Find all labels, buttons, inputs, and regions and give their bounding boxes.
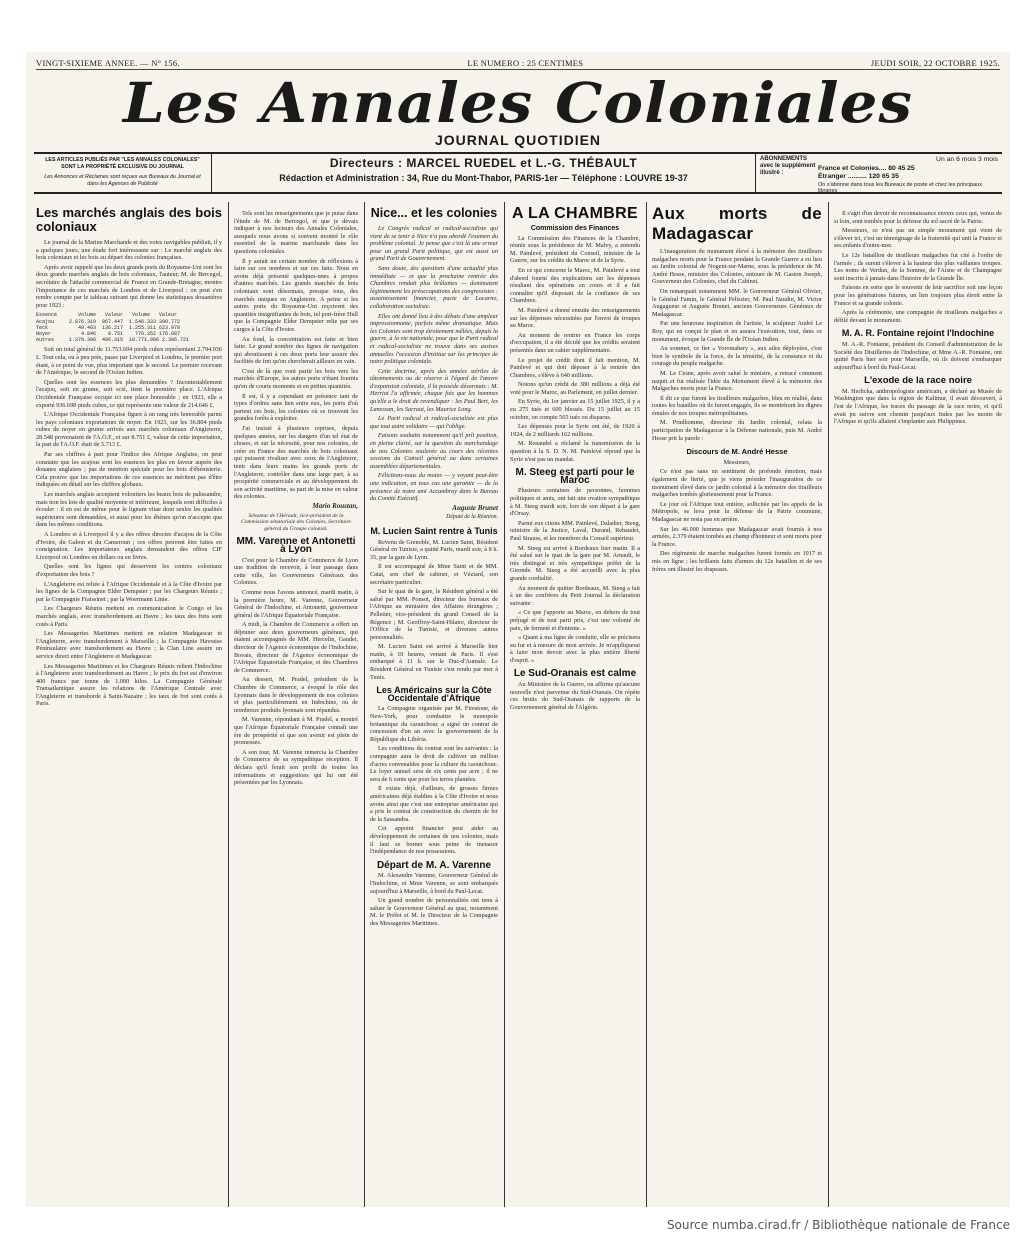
- paragraph: Notons qu'un crédit de 380 millions a déjà été voté pour le Maroc, au Parlement, en juillet dernier.: [510, 381, 640, 396]
- statistics-table: Essence Volume Valeur Volume Valeur Acajou 2.876.319 967.447 1.546.333 390.772 Teck 49.403 136.217 1.255.311 623.970 Noyer 4.846 8.751 776.352 176.687 Autres 1.379.306 496.315 10.771.906 2.386.721: [36, 312, 190, 344]
- paragraph: Au moment de rentrer en France les corps d'occupation, il a été décidé que les crédits seraient présentés dans un cahier supplémentaire.: [510, 331, 640, 354]
- paragraph: Félicitons-nous du moins — y voyant peut-être une indication, en tous cas une garantie — de la présence de notre ami Accambray dans le Bureau du Comité Exécutif.: [370, 472, 498, 503]
- paragraph: Les Messageries Maritimes et les Chargeurs Réunis relient l'Indochine à l'Angleterre avec transbordement au Havre ; le prix du fret est d'environ 400 francs par tonne de 1.000 kilos. La Compagnie Générale Transatlantique assure les relations de l'Amérique Centrale avec l'Angleterre et transborde à Saint-Nazaire ; les taux de fret sont cotés à Paris.: [36, 662, 222, 708]
- subtitle: JOURNAL QUOTIDIEN: [434, 132, 602, 148]
- paragraph: Faisons en sorte que le souvenir de leur sacrifice soit une leçon pour les générations futures, un lien toujours plus étroit entre la France et sa grande colonie.: [834, 284, 1002, 307]
- paragraph: On remarquait notamment MM. le Gouverneur Général Olivier, le Général Famin, le Général Pelissier, M. Paul Naudin, M. Victor Augagneur et Auguste Brunet, anciens Gouverneurs Généraux de Madagascar.: [652, 287, 822, 318]
- directors: Directeurs : MARCEL RUEDEL et L.-G. THÉBAULT: [329, 156, 638, 170]
- article-title-americains: Les Américains sur la Côte Occidentale d'Afrique: [376, 685, 492, 703]
- paragraph: Quelles sont les lignes qui desservent les centres coloniaux d'exportation des bois ?: [36, 563, 222, 578]
- paragraph: En ce qui concerne le Maroc, M. Painlevé a tout d'abord fourni des explications sur les dépenses résultant des opérations en cours et il a fait connaître qu'il disposait de la confiance de ses Chambres.: [510, 266, 640, 305]
- column-rule: [828, 202, 829, 1207]
- signature-role: Sénateur de l'Hérault, vice-président de la Commission sénatoriale des Colonies, Secrétaire général du Groupe colonial.: [241, 512, 351, 532]
- paragraph: Il dit ce que furent les tirailleurs malgaches, bleu en réalité, dans toutes les batailles où ils furent engagés, ils se montrèrent les dignes émules de nos troupes métropolitaines.: [652, 394, 822, 417]
- paragraph: Le projet de crédit dont il fait mention, M. Painlevé et qui doit déposer à la rentrée des Chambres, s'élève à 640 millions.: [510, 356, 640, 379]
- article-title-saint: M. Lucien Saint rentre à Tunis: [370, 525, 498, 536]
- notice-ads: Les Annonces et Réclames sont reçues aux Bureaux du Journal et dans les Agences de Publicité: [44, 174, 201, 187]
- paragraph: M. Painlevé a donné ensuite des renseignements sur les dépenses nécessitées par l'envoi de troupes au Maroc.: [510, 306, 640, 330]
- subscriptions: [756, 154, 1002, 192]
- paragraph: M. Herlicka, anthropologiste américain, a déclaré au Musée de Washington que dans la région de Kalimur, il avait découvert, à l'est de l'Afrique, les traces du passage de la race noire, et qu'il avait pu suivre son chemin jusqu'aux Indes par les monts de l'Afrique et qu'ils allaient s'implanter aux Philippines.: [834, 387, 1002, 426]
- paragraph: Revenu de Grenoble, M. Lucien Saint, Résident Général en Tunisie, a quitté Paris, mardi soir, à 8 h. 35, par la gare de Lyon.: [370, 538, 498, 561]
- paragraph: Sur le quai de la gare, le Résident général a été salué par MM. Ponsot, directeur des bureaux de l'Afrique au ministère des Affaires étrangères ; Pelletier, vice-président du grand Conseil de la Régence ; M. Geoffroy-Saint-Hilaire, directeur de l'Office de la Tunisie, et diverses autres personnalités.: [370, 588, 498, 641]
- paragraph: M. A.-R. Fontaine, président du Conseil d'administration de la Société des Distilleries de l'Indochine, et Mme A.-R. Fontaine, ont quitté Paris hier soir pour Marseille, où ils doivent s'embarquer aujourd'hui à bord du Paul-Lecat.: [834, 340, 1002, 371]
- column-rule: [364, 202, 365, 1207]
- paragraph: Il existe déjà, d'ailleurs, de grosses firmes américaines déjà établies à la Côte d'Ivoire et nous avons ainsi que c'est une entreprise américaine qui a pris le contrat de construction du chemin de fer de la Sassandra.: [370, 785, 498, 823]
- paragraph: Au moment de quitter Bordeaux, M. Steeg a fait à un des confrères du Petit Journal la déclaration suivante :: [510, 584, 640, 607]
- paragraph: Cette doctrine, après des années stériles de tâtonnements ou de réserve à l'égard de l'œuvre d'expansion coloniale, il la possède désormais : M. Herriot l'a affirmée, chaque fois que les hommes qu'elle a le droit de revendiquer : les Paul Bert, les Lanessan, les Sarraut, les Maurice Long.: [370, 367, 498, 413]
- paragraph: J'ai insisté à plusieurs reprises, depuis quelques années, sur les dangers d'un tel état de choses, et sur la nécessité, pour nos colonies, de créer en France des marchés de bois coloniaux qui puissent rivaliser avec ceux de l'Angleterre, tenir dans leurs mains les grands ports de l'Angleterre, contrôler dans une large part, à sa prospérité commerciale et au développement de son activité maritime, sa part de la mise en valeur des colonies.: [234, 425, 358, 501]
- article-title-steeg: M. Steeg est parti pour le Maroc: [515, 467, 635, 486]
- masthead: Les Annales Coloniales: [123, 70, 913, 135]
- paragraph: Les conditions du contrat sont les suivantes : la compagnie aura le droit de cultiver un million d'acres convenables pour la culture du caoutchouc. Le loyer annuel sera de six cents par acre ; il ne sera de 6 cents que pour les terres plantées.: [370, 745, 498, 783]
- paragraph: Messieurs,: [723, 458, 751, 466]
- paragraph: Il y aurait un certain nombre de réflexions à faire sur ces nombres et sur ces faits. Nous en avons déjà présenté quelques-unes à propos d'autres marchés. Les grands marchés de bois coloniaux sont désormais, presque tous, des marchés uniques en Angleterre. A peine si les autres ports du Royaume-Uni reçoivent des quantités insignifiantes de bois, tel port-frère Hull que la Compagnie Elder Dempster relie par ses cargos à la Côte d'Ivoire.: [234, 257, 358, 333]
- speech-title: Discours de M. André Hesse: [686, 447, 788, 457]
- paragraph: Le journal de la Marine Marchande et des voies navigables publiait, il y a quelques jours, une étude fort intéressante sur : Le marché anglais des bois coloniaux et les bois au départ des colonies françaises.: [36, 239, 222, 262]
- column-2: [234, 210, 358, 1207]
- newspaper-page: [26, 52, 1010, 1207]
- paragraph: M. Lucien Saint est arrivé à Marseille hier matin, à 10 heures, venant de Paris. Il s'est embarqué à 11 h. sur le Duc-d'Aumale. Le Résident Général en Tunisie s'est rendu par mer à Tunis.: [370, 643, 498, 681]
- subscriptions-label: ABONNEMENTS avec le supplément illustré :: [760, 156, 816, 176]
- paragraph: M. Varenne, répondant à M. Pradel, a montré que l'Afrique Équatoriale Française connaît une ère de prospérité et que son avenir est plein de promesses.: [234, 716, 358, 747]
- paragraph: Au dessert, M. Pradel, président de la Chambre de Commerce, a évoqué le rôle des Lyonnais dans le développement de nos colonies et plus particulièrement en Indochine, où de nombreux produits lyonnais sont répandus.: [234, 676, 358, 714]
- rates-header: Un an 6 mois 3 mois: [936, 156, 998, 163]
- article-title-madagascar: Aux morts de Madagascar: [652, 204, 822, 243]
- paragraph: « Quant à ma ligne de conduite, elle se précisera au fur et à mesure de mon arrivée. Je m'appliquerai à faire mon devoir avec la plus entière liberté d'esprit. »: [510, 634, 640, 664]
- article-title-varenne: MM. Varenne et Antonetti à Lyon: [236, 536, 356, 555]
- paragraph: M. Steeg est arrivé à Bordeaux hier matin. Il a été salué sur le quai de la gare par M. Arnault, le très distingué et très sympathique préfet de la Gironde. M. Steeg a été accueilli avec la plus grande cordialité.: [510, 544, 640, 582]
- subscription-rates: [818, 156, 998, 194]
- issue-number: VINGT-SIXIEME ANNEE. — N° 156.: [36, 58, 180, 68]
- paragraph: En Syrie, du 1er janvier au 15 juillet 1925, il y a eu 275 tués et 600 blessés. Du 15 juillet au 15 octobre, on compte 565 tués ou disparus.: [510, 398, 640, 421]
- paragraph: Quelles sont les essences les plus demandées ? Incontestablement l'acajou, soit en grume, soit scié, tient la première place. L'Afrique Occidentale Française occupe ici une place honorable ; en 1923, elle a exporté 936.698 pieds cubes, ce qui représente une valeur de 214.646 £.: [36, 378, 222, 409]
- article-title-fontaine: M. A. R. Fontaine rejoint l'Indochine: [841, 328, 995, 339]
- source-credit: Source numba.cirad.fr / Bibliothèque nationale de France: [666, 1218, 1010, 1232]
- column-3: [370, 204, 498, 1207]
- paragraph: Par une heureuse inspiration de l'artiste, le sculpteur André Le Roy, qui en conçut le plan et en assura l'exécution, tout, dans ce monument, évoque la Grande Île de l'Océan Indien.: [652, 320, 822, 343]
- paragraph: C'est pour la Chambre de Commerce de Lyon une tradition de recevoir, à leur passage dans cette ville, les Gouverneurs Généraux des Colonies.: [234, 556, 358, 587]
- paragraph: Il est, il y a cependant en présence tant de types d'ordres sans lien entre eux, les ports d'où partent ces bois, les colonies où se trouvent les grandes forêts à exploiter.: [234, 392, 358, 423]
- rate-france: France et Colonies.... 80 45 25: [818, 164, 915, 172]
- paragraph: Au fond, la concentration est faite et bien faite. Le grand nombre des lignes de navigation qui aboutissent à ces deux ports leur assure des facilités de fret qu'on chercherait ailleurs en vain.: [234, 335, 358, 366]
- paragraph: L'Angleterre est reliée à l'Afrique Occidentale et à la Côte d'Ivoire par les lignes de la Compagnie Elder Dempster ; par les Chargeurs Réunis ; par la Compagnie Fraissinet ; par la Woermann Linie.: [36, 580, 222, 603]
- article-subtitle-chambre: Commission des Finances: [530, 225, 620, 232]
- paragraph: Un grand nombre de personnalités ont tenu à saluer le Gouverneur Général au quai, notamment M. le Préfet et M. le Directeur de la Compagnie des Messageries Maritimes.: [370, 897, 498, 927]
- paragraph: L'Afrique Occidentale Française figure à un rang très honorable parmi les pays coloniaux exportateurs de noyer. En 1923, sur les 36.804 pieds cubes de noyer en grume arrivés aux marchés coloniaux d'Angleterre, 28.548 provenaient de l'A.O.F., et sur 8.751 £, valeur de cette importation, la part de l'A.O.F. était de 5.713 £.: [36, 411, 222, 449]
- paragraph: Faisons souhaits notamment qu'il prît position, en pleine clarté, sur la question du marchandage de nos Colonies soulevée au cours des récentes sessions du Conseil général ou dans certaines assemblées départementales.: [370, 432, 498, 470]
- column-6: [834, 210, 1002, 1207]
- paragraph: Sans doute, des questions d'une actualité plus immédiate — et que la prochaine rentrée des Chambres rendait plus brûlantes — dominaient légitimement les préoccupations des congressistes : assainissement financier, pacte de Locarno, collaboration socialiste.: [370, 264, 498, 310]
- paragraph: Après la cérémonie, une compagnie de tirailleurs malgaches a défilé devant le monument.: [834, 309, 1002, 324]
- paragraph: Après avoir rappelé que les deux grands ports du Royaume-Uni sont les deux grands marchés anglais de bois coloniaux, l'auteur, M. de Bercegol, secrétaire de l'attaché commercial de France en Grande-Bretagne, montre l'importance de ces marchés de Londres et de Liverpool ; on peut s'en rendre compte par le tableau suivant qui donne les statistiques douanières pour 1923 :: [36, 263, 222, 309]
- rate-etranger: Étranger .......... 120 65 35: [818, 173, 899, 180]
- column-rule: [504, 202, 505, 1207]
- paragraph: Ce n'est pas sans un sentiment de profonde émotion, mais également de fierté, que je viens présider l'inauguration de ce monument élevé dans ce jardin colonial à la mémoire des tirailleurs malgaches tombés glorieusement pour la France.: [652, 468, 822, 499]
- signature-brunet: Auguste Brunet: [452, 503, 498, 512]
- column-5: [652, 204, 822, 1207]
- paragraph: M. Renaudel a réclamé la transmission de la question à la S. D. N. M. Painlevé répond que la Syrie n'est pas un mandat.: [510, 440, 640, 463]
- column-4: [510, 204, 640, 1207]
- paragraph: « Ce que j'apporte au Maroc, en dehors de tout préjugé et de tout parti pris, c'est une volonté de paix, de fermeté et d'entente. »: [510, 609, 640, 632]
- column-rule: [646, 202, 647, 1207]
- date: JEUDI SOIR, 22 OCTOBRE 1925.: [870, 58, 1000, 68]
- paragraph: Des régiments de marche malgaches furent formés en 1917 et mis en ligne ; les brillants faits d'armes du 12e bataillon et de ses frères ont illustré les drapeaux.: [652, 550, 822, 573]
- paragraph: Il est accompagné de Mme Saint et de MM. Catat, son chef de cabinet, et Véziard, son secrétaire particulier.: [370, 563, 498, 586]
- article-title-nice: Nice... et les colonies: [370, 206, 498, 220]
- paragraph: M. Le Cesne, après avoir salué le ministre, a retracé comment naquit et fut réalisée l'idée du Monument élevé à la mémoire des Malgaches morts pour la France.: [652, 369, 822, 393]
- address: Rédaction et Administration : 34, Rue du Mont-Thabor, PARIS-1er — Téléphone : LOUVRE 19-37: [279, 173, 688, 183]
- paragraph: Cet appoint financier peut aider au développement de certaines de nos colonies, mais il faut se borner sous peine de menacer l'indépendance de nos possessions.: [370, 825, 498, 856]
- paragraph: Au Ministère de la Guerre, on affirme qu'aucune nouvelle n'est parvenue du Sud-Oranais. On répète ces bruits du Sud-Oranais de rapports de la Gouvernement général de l'Algérie.: [510, 681, 640, 711]
- column-rule: [228, 202, 229, 1207]
- paragraph: Les dépenses pour la Syrie ont été, de 1920 à 1924, de 2 milliards 162 millions.: [510, 423, 640, 438]
- paragraph: Tels sont les renseignements que je puise dans l'étude de M. de Bercegol, et que je devais indiquer à nos lecteurs des Annales Coloniales, auxquels nous avons si souvent montré le rôle essentiel de la marine marchande dans les questions coloniales.: [234, 210, 358, 255]
- paragraph: Elles ont donné lieu à des débats d'une ampleur impressionnante, parfois même dramatique. Mais les Colonies sont trop étroitement mêlées, depuis la guerre, à la vie nationale, pour que le Parti radical et radical-socialiste ne trouve dans ses assises annuelles l'occasion d'institue sur les principes de notre politique coloniale.: [370, 312, 498, 366]
- paragraph: Les marchés anglais acceptent volontiers les beaux bois de palissandre, mais non les lots de qualité moyenne et inférieure, lesquels sont difficiles à écouler : il en est de même pour le lignum vitae dont seules les qualités supérieures sont demandées, et aussi pour les ébènes qu'on n'accepte que dans les mêmes conditions.: [36, 491, 222, 529]
- info-bar: [34, 152, 1002, 194]
- direction: [212, 154, 756, 192]
- paragraph: Les Chargeurs Réunis mettent en communication le Congo et les marchés anglais, avec transbordement au Havre ; les taux des frets sont cotés à Paris.: [36, 605, 222, 628]
- article-title-oranais: Le Sud-Oranais est calme: [513, 668, 637, 680]
- paragraph: A Londres et à Liverpool il y a des offres directes d'acajou de la Côte d'Ivoire, du Gabon et du Cameroun ; ces offres peuvent être faites en consignation. Les importateurs anglais demandent des offres CIF Liverpool ou Londres en dollars ou en livres.: [36, 531, 222, 561]
- paragraph: La Compagnie organisée par M. Firestone, de New-York, pour combattre le monopole britannique du caoutchouc a signé un contrat de concession d'un an avec le gouvernement de la République du Libéria.: [370, 705, 498, 743]
- paragraph: Il s'agit d'un devoir de reconnaissance envers ceux qui, venus de si loin, sont tombés pour la défense du sol sacré de la Patrie.: [834, 210, 1002, 225]
- article-title-depart: Départ de M. A. Varenne: [376, 859, 492, 871]
- article-title-chambre: A LA CHAMBRE: [512, 205, 638, 222]
- paragraph: Les Messageries Maritimes mettent en relation Madagascar et l'Angleterre, avec transbordement à Marseille ; la Compagnie Havraise Péninsulaire avec transbordement au Havre ; la Clan Line assure un service direct entre l'Angleterre et Madagascar.: [36, 630, 222, 660]
- paragraph: Parmi eux citons MM. Painlevé, Daladier, Steeg, ministre de la Justice, Laval, Durand, Rebaudet, Paul Strauss, et les membres du Conseil supérieur.: [510, 519, 640, 542]
- signature-roustan: Mario Roustan,: [312, 501, 358, 510]
- notice-rights: LES ARTICLES PUBLIÉS PAR "LES ANNALES COLONIALES" SONT LA PROPRIÉTÉ EXCLUSIVE DU JOURNAL: [45, 157, 200, 170]
- nice-article: [370, 225, 498, 503]
- paragraph: Le jour où l'Afrique tout entière, sollicitée par les appels de la Métropole, se leva pour la défense de la Patrie commune, Madagascar ne resta pas en arrière.: [652, 500, 822, 523]
- paragraph: L'inauguration du monument élevé à la mémoire des tirailleurs malgaches morts pour la France pendant la Grande Guerre a eu lieu au Jardin colonial de Nogent-sur-Marne, sous la présidence de M. André Hesse, ministre des Colonies, entouré de M. Gaston Joseph, Gouverneur des Colonies, chef du Cabinet.: [652, 248, 822, 286]
- paragraph: M. Prudhomme, directeur du Jardin colonial, relata la participation de Madagascar à la Défense nationale, puis M. André Hesse prit la parole :: [652, 419, 822, 442]
- paragraph: A son tour, M. Varenne remercia la Chambre de Commerce de sa sympathique réception. Il déclara qu'il ferait son profit de toutes les informations et suggestions qui lui ont été présentées par les Lyonnais.: [234, 748, 358, 787]
- paragraph: Le Parti radical et radical-socialiste est plus que tout autre solidaire — qui l'oblige.: [370, 415, 498, 430]
- paragraph: A midi, la Chambre de Commerce a offert un déjeuner aux deux gouverneurs généraux, qui étaient accompagnés de MM. Hercelin, Gaudet, directeur de l'Agence économique de l'Indochine, Bovais, directeur de l'Agence économique de l'Afrique Équatoriale Française, et des Chambres de Commerce.: [234, 621, 358, 674]
- paragraph: Sur les 46.000 hommes que Madagascar avait fournis à nos armées, 2.379 étaient tombés au champ d'honneur et sont morts pour la France.: [652, 525, 822, 548]
- column-1: [36, 204, 222, 1207]
- paragraph: Comme nous l'avons annoncé, mardi matin, à la première heure, M. Varenne, Gouverneur Général de l'Indochine, et Antonetti, gouverneur général de l'Afrique Équatoriale Française.: [234, 588, 358, 619]
- paragraph: La Commission des Finances de la Chambre, réunie sous la présidence de M. Malvy, a entendu M. Painlevé, président du Conseil, ministre de la Guerre, sur les crédits du Maroc et de la Syrie.: [510, 234, 640, 265]
- paragraph: Le 12e bataillon de tirailleurs malgaches fut cité à l'ordre de l'armée ; ils surent s'élever à la hauteur des plus vaillantes troupes. Les noms de Verdun, de la Somme, de l'Aisne et de Champagne sont inscrits à jamais dans l'histoire de la Grande Île.: [834, 251, 1002, 282]
- paragraph: Soit un total général de 11.753.694 pieds cubes représentant 2.794.936 £. Tout cela, ou à peu près, passe par Liverpool et Londres, le premier port étant, à ce point de vue, plus important que le second. Le premier recevant de l'Amérique, le second de l'Océan Indien.: [36, 346, 222, 377]
- paragraph: Messieurs, ce n'est pas un simple monument qui vient de s'élever ici, c'est un témoignage de la fraternité qui unit la France et ses enfants d'outre-mer.: [834, 227, 1002, 250]
- price: LE NUMERO : 25 CENTIMES: [467, 58, 584, 68]
- rate-note: On s'abonne dans tous les Bureaux de poste et chez les principaux libraires: [818, 181, 983, 194]
- paragraph: Par ses chiffres à part pour l'indice des Afrique Anglaise, on peut constater que les acajous sont les essences les plus en faveur auprès des douanes anglaises ; pas de mention spéciale pour les bois d'ébénisterie. Cela prouve que les importations de ces essences ne méritent pas d'être indiquées en détail sur les chiffres globaux.: [36, 451, 222, 489]
- paragraph: C'est de là que vont partir les bois vers les marchés d'Europe, les autres ports n'étant fournis qu'en de courts moments et en petites quantités.: [234, 367, 358, 391]
- paragraph: Au sommet, ce fier « Voromahery », aux ailes déployées, c'est bien le symbole de la force, de la témérité, de la constance et du courage du peuple malgache.: [652, 345, 822, 368]
- paragraph: Le Congrès radical et radical-socialiste qui vient de se tenir à Nice n'a pas abordé l'examen du problème colonial. Je pense que c'est là une erreur pour un grand Parti politique, qui est aussi un grand Parti de Gouvernement.: [370, 225, 498, 263]
- notices: [34, 154, 212, 192]
- paragraph: M. Alexandre Varenne, Gouverneur Général de l'Indochine, et Mme Varenne, se sont embarqués aujourd'hui à Marseille, à bord du Paul-Lecat.: [370, 872, 498, 895]
- paragraph: Plusieurs centaines de personnes, hommes politiques et amis, ont fait une ovation sympathique à M. Steeg mardi soir, lors de son départ à la gare d'Orsay.: [510, 487, 640, 518]
- signature-role: Député de la Réunion.: [446, 514, 498, 521]
- article-title-bois: Les marchés anglais des bois coloniaux: [36, 205, 222, 234]
- top-bar: [36, 58, 1000, 70]
- article-title-exode: L'exode de la race noire: [864, 375, 972, 387]
